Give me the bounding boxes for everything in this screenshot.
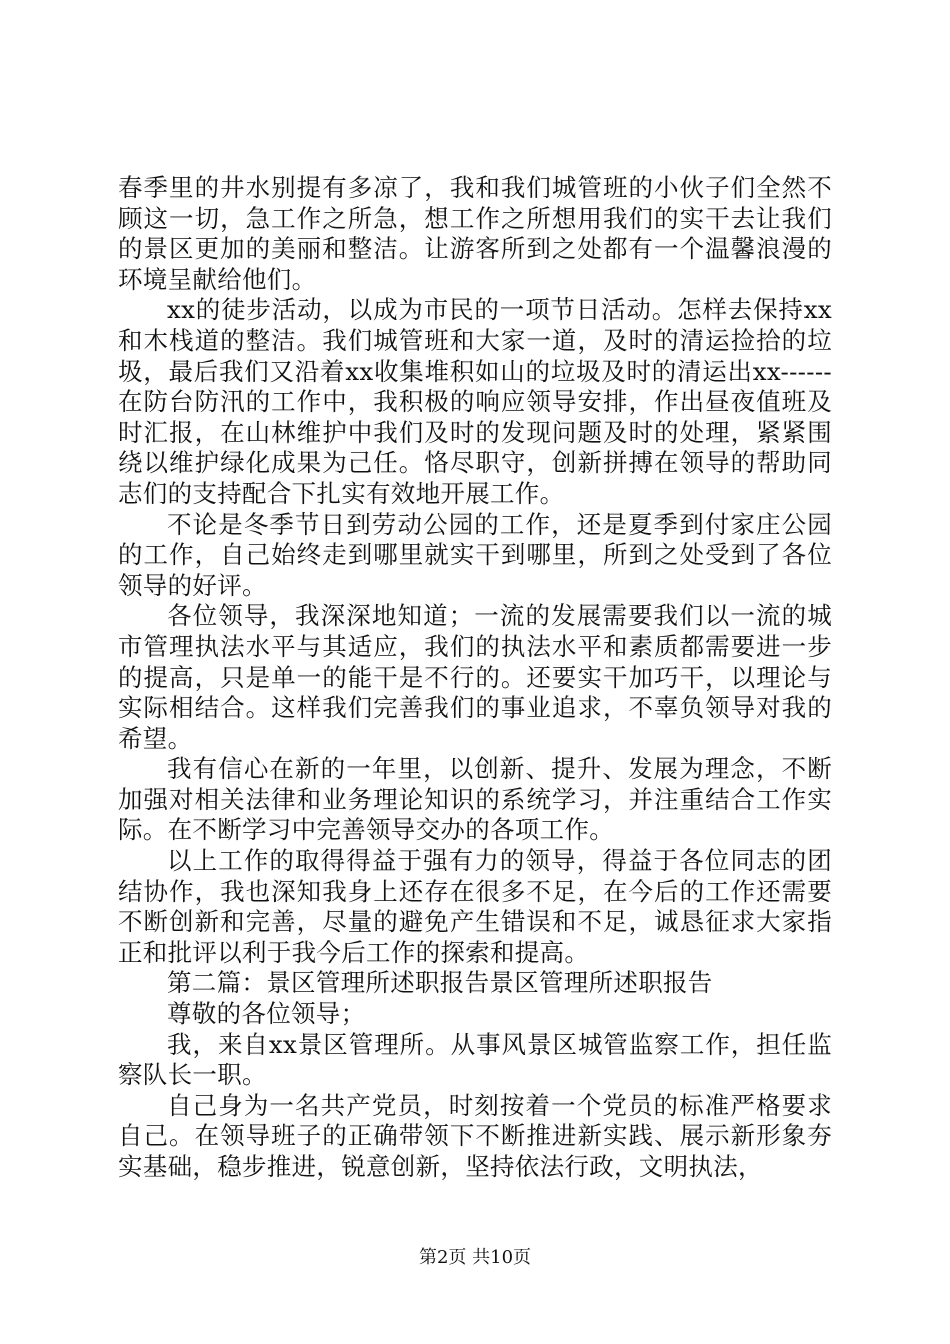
page-number-footer: 第2页 共10页	[418, 1247, 532, 1268]
paragraph-6: 以上工作的取得得益于强有力的领导，得益于各位同志的团结协作，我也深知我身上还存在很多不足，在今后的工作还需要不断创新和完善，尽量的避免产生错误和不足，诚恳征求大家指正和批评以利于我今后工作的探索和提高。	[118, 846, 832, 967]
section-heading: 第二篇：景区管理所述职报告景区管理所述职报告	[167, 968, 713, 998]
document-body	[118, 173, 832, 1183]
paragraph-10: 自己身为一名共产党员，时刻按着一个党员的标准严格要求自己。在领导班子的正确带领下不断推进新实践、展示新形象夯实基础，稳步推进，锐意创新，坚持依法行政，文明执法，	[118, 1090, 832, 1181]
paragraph-4: 各位领导，我深深地知道；一流的发展需要我们以一流的城市管理执法水平与其适应，我们的执法水平和素质都需要进一步的提高，只是单一的能干是不行的。还要实干加巧干，以理论与实际相结合。这样我们完善我们的事业追求，不辜负领导对我的希望。	[118, 601, 832, 753]
paragraph-2: xx的徒步活动，以成为市民的一项节日活动。怎样去保持xx和木栈道的整洁。我们城管班和大家一道，及时的清运捡拾的垃圾，最后我们又沿着xx收集堆积如山的垃圾及时的清运出xx------在防台防汛的工作中，我积极的响应领导安排，作出昼夜值班及时汇报，在山林维护中我们及时的发现问题及时的处理，紧紧围绕以维护绿化成果为己任。恪尽职守，创新拼搏在领导的帮助同志们的支持配合下扎实有效地开展工作。	[118, 295, 832, 508]
paragraph-9: 我，来自xx景区管理所。从事风景区城管监察工作，担任监察队长一职。	[118, 1029, 832, 1090]
paragraph-1: 春季里的井水别提有多凉了，我和我们城管班的小伙子们全然不顾这一切，急工作之所急，想工作之所想用我们的实干去让我们的景区更加的美丽和整洁。让游客所到之处都有一个温馨浪漫的环境呈献给他们。	[118, 173, 832, 294]
salutation: 尊敬的各位领导；	[167, 999, 366, 1029]
paragraph-5: 我有信心在新的一年里，以创新、提升、发展为理念，不断加强对相关法律和业务理论知识的系统学习，并注重结合工作实际。在不断学习中完善领导交办的各项工作。	[118, 754, 832, 845]
paragraph-3: 不论是冬季节日到劳动公园的工作，还是夏季到付家庄公园的工作，自己始终走到哪里就实干到哪里，所到之处受到了各位领导的好评。	[118, 509, 832, 600]
